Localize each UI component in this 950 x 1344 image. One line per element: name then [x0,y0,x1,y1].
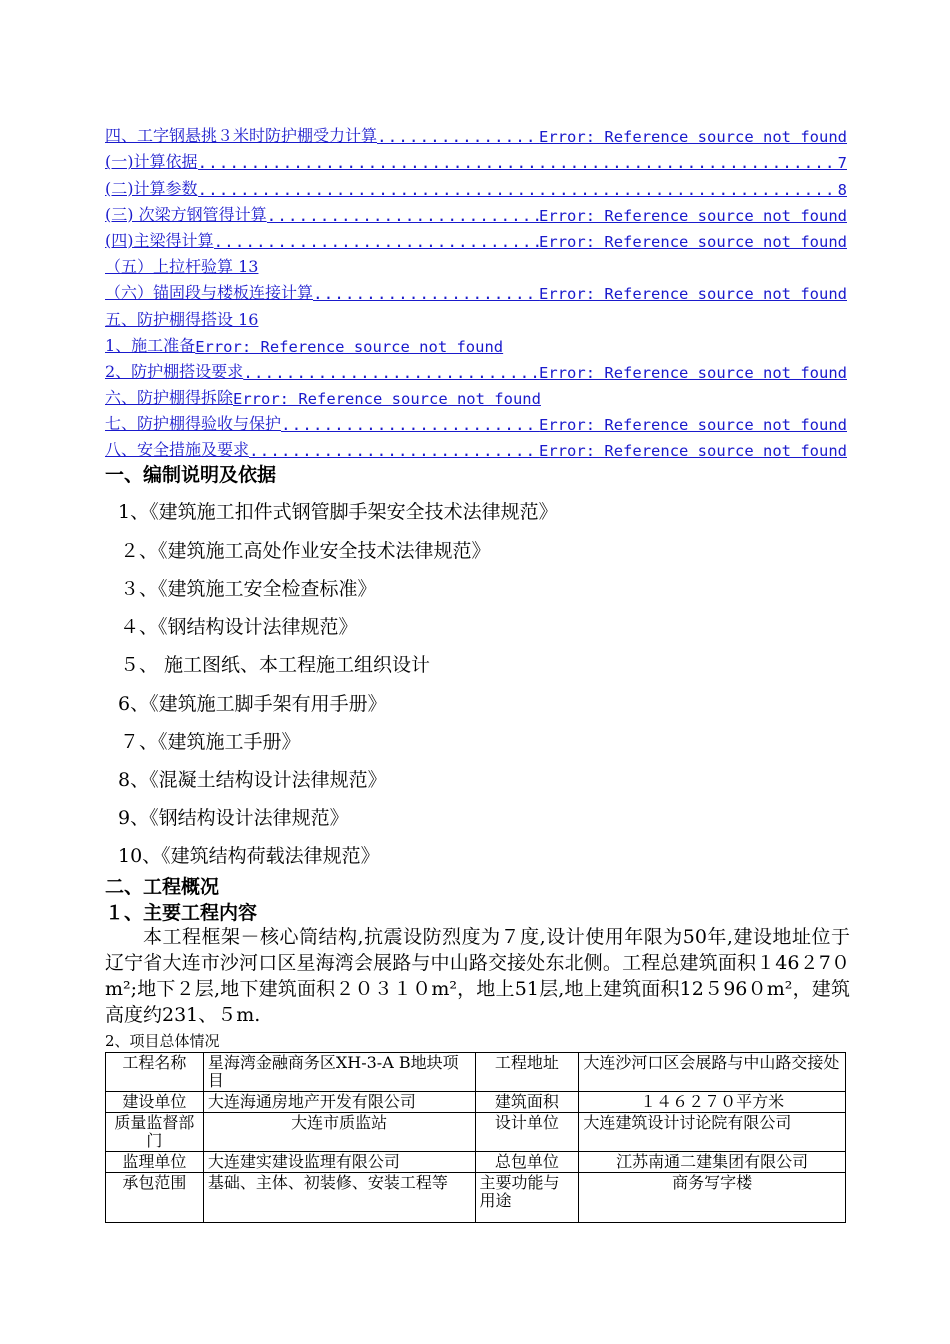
table-row [106,1113,846,1152]
reference-item: ４、《钢结构设计法律规范》 [120,616,358,638]
table-row [106,1053,846,1092]
toc-leader [377,127,539,146]
toc-page[interactable]: Error: Reference source not found [539,285,847,304]
table-cell: 质量监督部门 [106,1113,204,1152]
subsection-heading: 2、项目总体情况 [105,1032,220,1050]
toc-page[interactable]: Error: Reference source not found [195,337,504,356]
toc-page[interactable]: Error: Reference source not found [539,128,847,147]
toc-page[interactable]: Error: Reference source not found [539,442,847,461]
toc-title[interactable]: 1、施工准备 [105,335,196,355]
table-cell: 江苏南通二建集团有限公司 [579,1152,846,1173]
table-row [106,1152,846,1173]
toc-entry[interactable] [105,382,847,408]
toc-entry[interactable] [105,330,847,356]
table-cell: 监理单位 [106,1152,204,1173]
table-cell: 大连沙河口区会展路与中山路交接处 [579,1053,846,1092]
reference-item: ３、《建筑施工安全检查标准》 [120,578,377,600]
table-cell: 大连建筑设计讨论院有限公司 [579,1113,846,1152]
toc-page[interactable]: Error: Reference source not found [539,206,847,225]
toc-entry[interactable] [105,356,847,382]
toc-title[interactable]: 七、防护棚得验收与保护 [105,414,282,434]
table-cell: 大连建实建设监理有限公司 [203,1152,475,1173]
reference-item: ７、《建筑施工手册》 [120,731,301,753]
toc-leader [249,441,539,460]
reference-item: 8、《混凝土结构设计法律规范》 [118,769,387,791]
toc-entry[interactable] [105,199,847,225]
toc-entry[interactable] [105,146,847,172]
toc-title[interactable]: (二)计算参数 [105,178,198,198]
toc-entry[interactable] [105,172,847,198]
toc-title[interactable]: (四)主梁得计算 [105,230,214,250]
table-cell: 工程地址 [475,1053,579,1092]
toc-title[interactable]: 四、工字钢悬挑３米时防护棚受力计算 [105,126,378,146]
toc-title[interactable]: 五、防护棚得搭设 16 [105,309,259,329]
toc-leader [281,415,539,434]
reference-item: 9、《钢结构设计法律规范》 [118,807,349,829]
toc-leader [198,180,838,199]
toc-entry[interactable] [105,251,847,277]
table-cell: 大连市质监站 [203,1113,475,1152]
reference-item: 10、《建筑结构荷载法律规范》 [118,845,380,867]
table-row [106,1173,846,1223]
section-heading: 一、编制说明及依据 [105,464,277,486]
reference-item: ２、《建筑施工高处作业安全技术法律规范》 [120,540,491,562]
subsection-heading: １、主要工程内容 [105,902,258,924]
project-description: 本工程框架－核心筒结构,抗震设防烈度为７度,设计使用年限为50年,建设地址位于辽宁省大连市沙河口区星海湾会展路与中山路交接处东北侧。工程总建筑面积１46２7０m²;地下２层,地下建筑面积２０３１０m²，地上51层,地上建筑面积12５96０m²，建筑高度约231、５m. [105,926,850,1026]
table-cell: 星海湾金融商务区XH-3-A B地块项目 [203,1053,475,1092]
toc-entry[interactable] [105,408,847,434]
toc-title[interactable]: 六、防护棚得拆除 [105,388,234,408]
reference-item: 6、《建筑施工脚手架有用手册》 [118,693,387,715]
toc-entry[interactable] [105,120,847,146]
toc-title[interactable]: 八、安全措施及要求 [105,440,250,460]
toc-leader [198,153,838,172]
table-cell: 大连海通房地产开发有限公司 [203,1092,475,1113]
table-cell: 设计单位 [475,1113,579,1152]
toc-page[interactable]: 8 [837,180,847,199]
reference-item: ５、 施工图纸、本工程施工组织设计 [120,654,431,676]
toc-leader [214,232,540,251]
table-cell: 基础、主体、初装修、安装工程等 [203,1173,475,1223]
toc-page[interactable]: Error: Reference source not found [233,390,541,409]
section-heading: 二、工程概况 [105,876,220,898]
table-cell: 承包范围 [106,1173,204,1223]
table-of-contents [105,120,847,460]
table-cell: 建设单位 [106,1092,204,1113]
toc-page[interactable]: Error: Reference source not found [539,363,847,382]
toc-page[interactable]: Error: Reference source not found [539,416,847,435]
table-cell: 总包单位 [475,1152,579,1173]
toc-entry[interactable] [105,277,847,303]
toc-title[interactable]: （六）锚固段与楼板连接计算 [105,283,314,303]
toc-title[interactable]: (一)计算依据 [105,152,198,172]
toc-page[interactable]: Error: Reference source not found [539,232,847,251]
toc-entry[interactable] [105,434,847,460]
toc-page[interactable]: 7 [837,154,847,173]
toc-entry[interactable] [105,303,847,329]
toc-leader [267,206,539,225]
toc-entry[interactable] [105,225,847,251]
table-row [106,1092,846,1113]
toc-title[interactable]: 2、防护棚搭设要求 [105,361,244,381]
toc-leader [243,363,539,382]
toc-title[interactable]: (三) 次梁方钢管得计算 [105,204,267,224]
table-cell: 工程名称 [106,1053,204,1092]
table-cell: 商务写字楼 [579,1173,846,1223]
table-cell: 建筑面积 [475,1092,579,1113]
toc-leader [313,284,539,303]
table-cell: 主要功能与用途 [475,1173,579,1223]
project-info-table [105,1052,846,1223]
reference-item: 1、《建筑施工扣件式钢管脚手架安全技术法律规范》 [118,501,558,523]
toc-title[interactable]: （五）上拉杆验算 13 [105,257,259,277]
table-cell: １４６２７０平方米 [579,1092,846,1113]
